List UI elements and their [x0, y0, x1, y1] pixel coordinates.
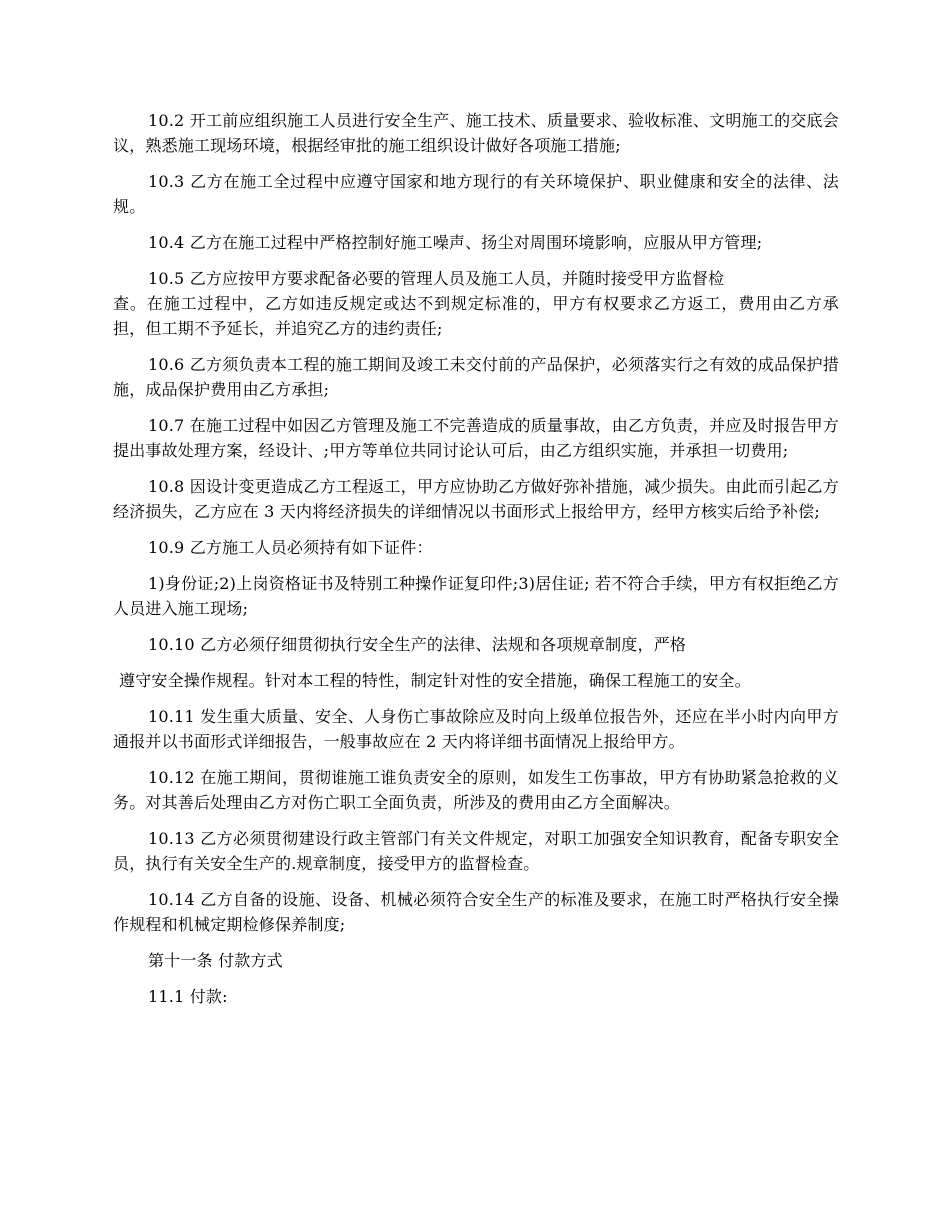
clause-10-14: 10.14 乙方自备的设施、设备、机械必须符合安全生产的标准及要求，在施工时严格执行安全操作规程和机械定期检修保养制度;	[113, 890, 839, 934]
clause-10-11: 10.11 发生重大质量、安全、人身伤亡事故除应及时向上级单位报告外，还应在半小时内向甲方通报并以书面形式详细报告，一般事故应在 2 天内将详细书面情况上报给甲方。	[113, 707, 839, 751]
clause-10-13: 10.13 乙方必须贯彻建设行政主管部门有关文件规定，对职工加强安全知识教育，配备专职安全员，执行有关安全生产的.规章制度，接受甲方的监督检查。	[113, 829, 839, 873]
clause-10-9-list: 1)身份证;2)上岗资格证书及特别工种操作证复印件;3)居住证; 若不符合手续，甲方有权拒绝乙方人员进入施工现场;	[113, 574, 839, 618]
clause-10-9: 10.9 乙方施工人员必须持有如下证件：	[148, 538, 433, 557]
clause-11-1: 11.1 付款:	[148, 987, 228, 1006]
clause-10-12: 10.12 在施工期间，贯彻谁施工谁负责安全的原则，如发生工伤事故，甲方有协助紧急抢救的义务。对其善后处理由乙方对伤亡职工全面负责，所涉及的费用由乙方全面解决。	[113, 768, 839, 812]
article-11-heading: 第十一条 付款方式	[148, 951, 283, 970]
clause-10-3: 10.3 乙方在施工全过程中应遵守国家和地方现行的有关环境保护、职业健康和安全的法律、法规。	[113, 172, 839, 216]
clause-10-5	[113, 266, 839, 341]
clause-10-7: 10.7 在施工过程中如因乙方管理及施工不完善造成的质量事故，由乙方负责，并应及时报告甲方提出事故处理方案，经设计、;甲方等单位共同讨论认可后，由乙方组织实施，并承担一切费用;	[113, 416, 839, 460]
document-page	[113, 108, 839, 1020]
clause-10-8: 10.8 因设计变更造成乙方工程返工，甲方应协助乙方做好弥补措施，减少损失。由此而引起乙方经济损失，乙方应在 3 天内将经济损失的详细情况以书面形式上报给甲方，经甲方核实后给予补偿;	[113, 477, 839, 521]
clause-10-10-continued: 遵守安全操作规程。针对本工程的特性，制定针对性的安全措施，确保工程施工的安全。	[119, 671, 751, 690]
clause-10-2: 10.2 开工前应组织施工人员进行安全生产、施工技术、质量要求、验收标准、文明施工的交底会议，熟悉施工现场环境，根据经审批的施工组织设计做好各项施工措施;	[113, 111, 839, 155]
clause-10-4: 10.4 乙方在施工过程中严格控制好施工噪声、扬尘对周围环境影响，应服从甲方管理;	[148, 233, 763, 252]
clause-10-10: 10.10 乙方必须仔细贯彻执行安全生产的法律、法规和各项规章制度，严格	[148, 635, 687, 654]
clause-10-5-rest: 查。在施工过程中，乙方如违反规定或达不到规定标准的，甲方有权要求乙方返工，费用由乙方承担，但工期不予延长，并追究乙方的违约责任;	[113, 294, 839, 338]
clause-10-5-first-line: 10.5 乙方应按甲方要求配备必要的管理人员及施工人员，并随时接受甲方监督检	[148, 269, 725, 288]
clause-10-6: 10.6 乙方须负责本工程的施工期间及竣工未交付前的产品保护，必须落实行之有效的成品保护措施，成品保护费用由乙方承担;	[113, 355, 839, 399]
